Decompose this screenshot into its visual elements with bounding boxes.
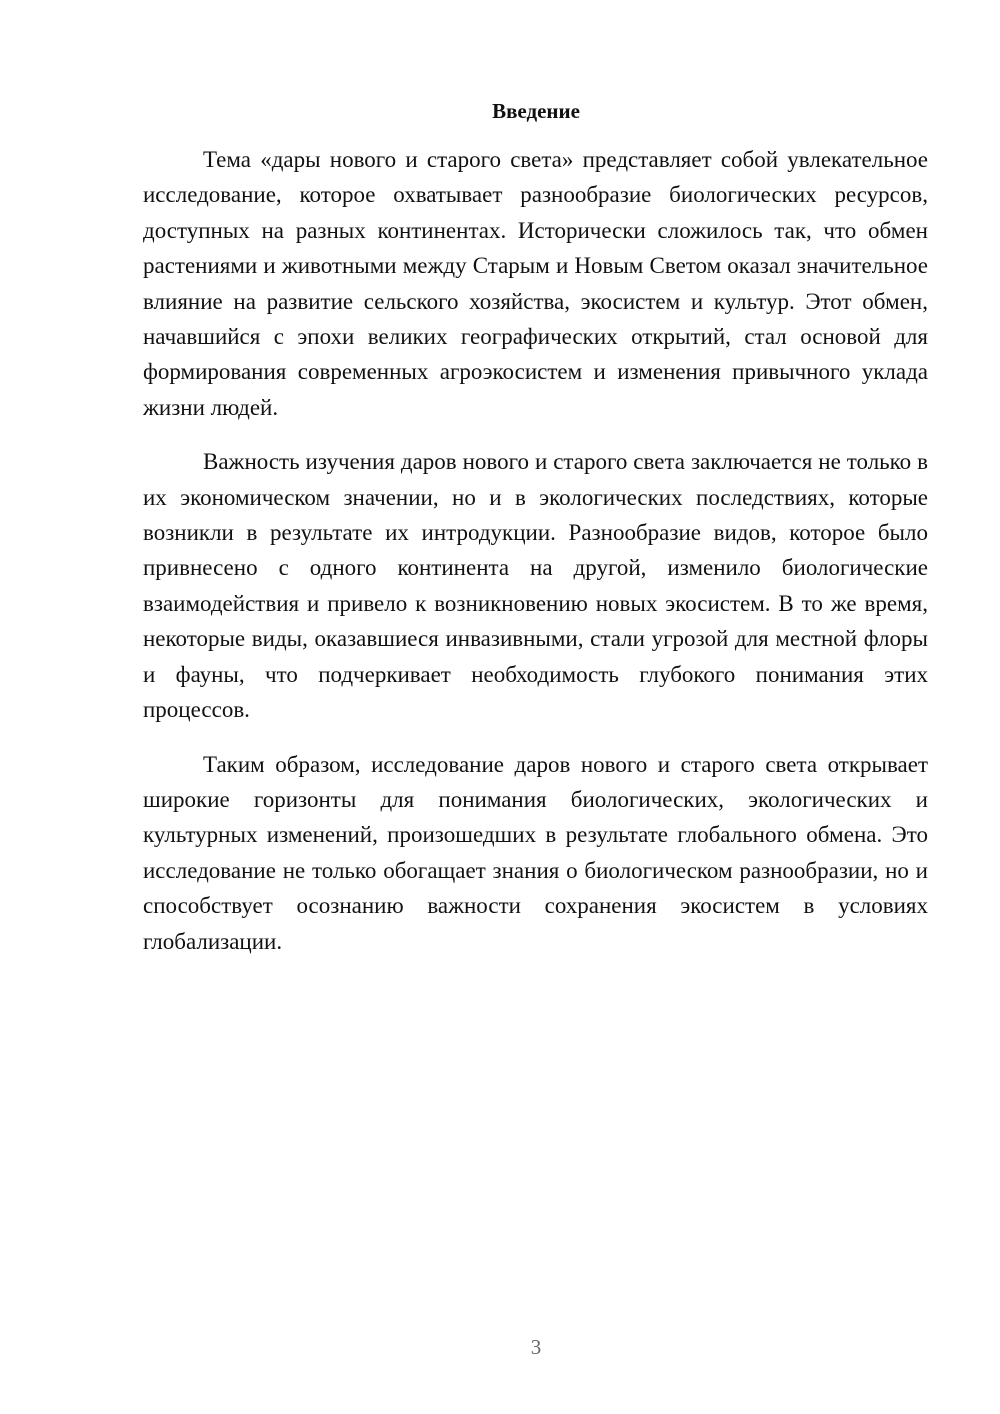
- paragraph-conclusion: Таким образом, исследование даров нового и старого света открывает широкие горизонты для понимания биологических, экологических и культурных изменений, произошедших в результате глобального обмена. Это исследование не только обогащает знания о биологическом разнообразии, но и способствует осознанию важности сохранения экосистем в условиях глобализации.: [143, 751, 928, 954]
- paragraph-importance: Важность изучения даров нового и старого света заключается не только в их экономическом значении, но и в экологических последствиях, которые возникли в результате их интродукции. Разнообразие видов, которое было привнесено с одного континента на другой, изменило биологические взаимодействия и привело к возникновению новых экосистем. В то же время, некоторые виды, оказавшиеся инвазивными, стали угрозой для местной флоры и фауны, что подчеркивает необходимость глубокого понимания этих процессов.: [143, 449, 928, 723]
- paragraph-intro-topic: Тема «дары нового и старого света» представляет собой увлекательное исследование, которое охватывает разнообразие биологических ресурсов, доступных на разных континентах. Исторически сложилось так, что обмен растениями и животными между Старым и Новым Светом оказал значительное влияние на развитие сельского хозяйства, экосистем и культур. Этот обмен, начавшийся с эпохи великих географических открытий, стал основой для формирования современных агроэкосистем и изменения привычного уклада жизни людей.: [143, 147, 928, 420]
- section-heading: Введение: [492, 99, 580, 123]
- body-text: [143, 142, 928, 959]
- page-number: 3: [530, 1335, 542, 1359]
